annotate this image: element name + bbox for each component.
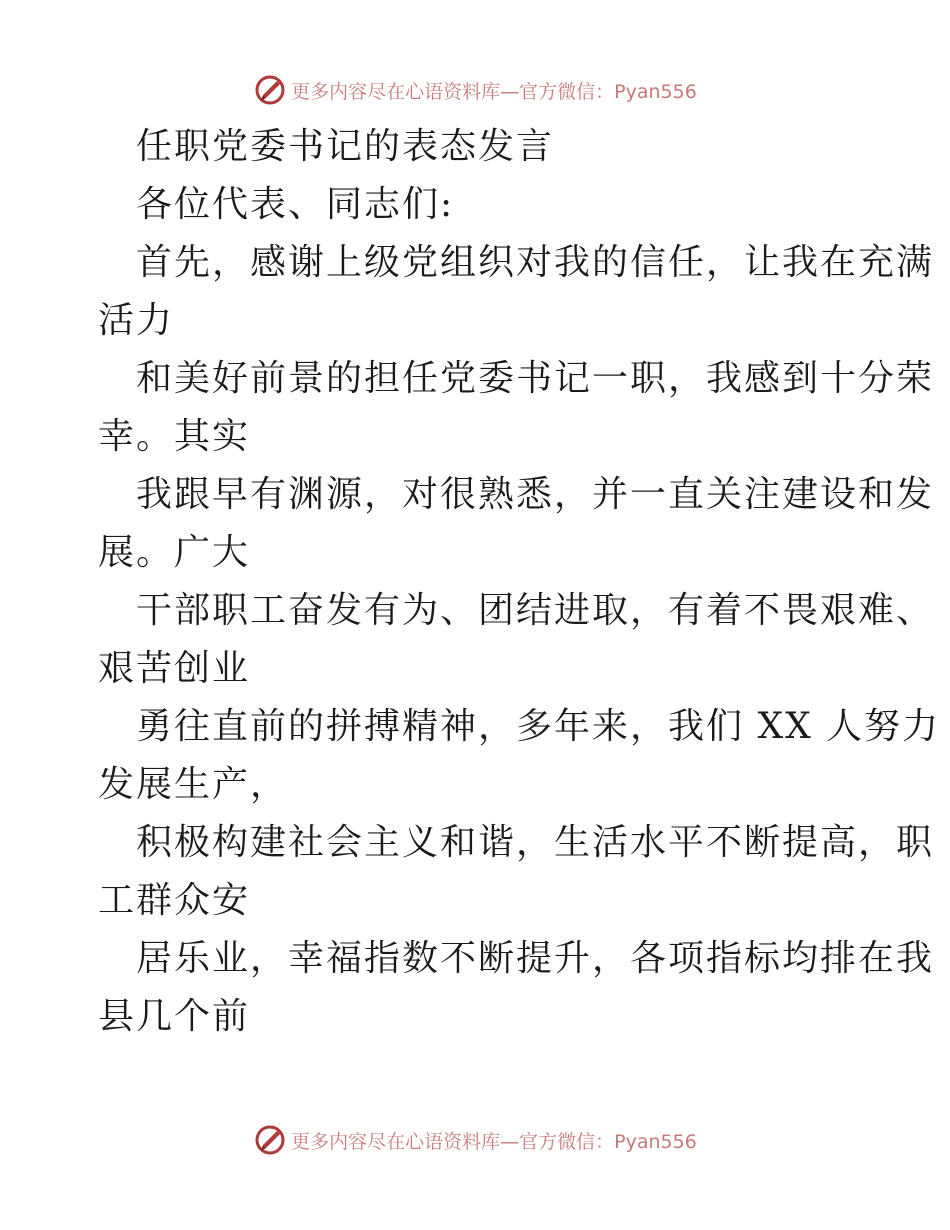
text-line: 工群众安 (98, 880, 251, 921)
text-line: 活力 (98, 300, 175, 341)
text-line: 幸。其实 (98, 416, 251, 457)
pen-circle-logo-icon (253, 1123, 287, 1157)
document-body (98, 118, 941, 1046)
header-banner-inner (253, 73, 697, 107)
header-banner-text: 更多内容尽在心语资料库—官方微信：Pyan556 (291, 80, 697, 103)
header-banner (0, 70, 950, 110)
text-line: 居乐业，幸福指数不断提升，各项指标均排在我 (136, 938, 935, 979)
text-line: 和美好前景的担任党委书记一职，我感到十分荣 (136, 358, 935, 399)
text-line: 我跟早有渊源，对很熟悉，并一直关注建设和发 (136, 474, 935, 515)
text-line: 勇往直前的拼搏精神，多年来，我们 XX 人努力 (136, 706, 941, 747)
text-line: 展。广大 (98, 532, 251, 573)
footer-banner (0, 1120, 950, 1160)
text-line: 干部职工奋发有为、团结进取，有着不畏艰难、 (136, 590, 935, 631)
pen-circle-logo-icon (253, 73, 287, 107)
text-line: 积极构建社会主义和谐，生活水平不断提高，职 (136, 822, 935, 863)
text-line: 首先，感谢上级党组织对我的信任，让我在充满 (136, 242, 935, 283)
text-line: 各位代表、同志们: (136, 184, 455, 225)
text-line: 任职党委书记的表态发言 (136, 126, 555, 167)
text-line: 艰苦创业 (98, 648, 251, 689)
footer-banner-text: 更多内容尽在心语资料库—官方微信：Pyan556 (291, 1130, 697, 1153)
text-line: 发展生产， (98, 764, 289, 805)
text-line: 县几个前 (98, 996, 251, 1037)
footer-banner-inner (253, 1123, 697, 1157)
